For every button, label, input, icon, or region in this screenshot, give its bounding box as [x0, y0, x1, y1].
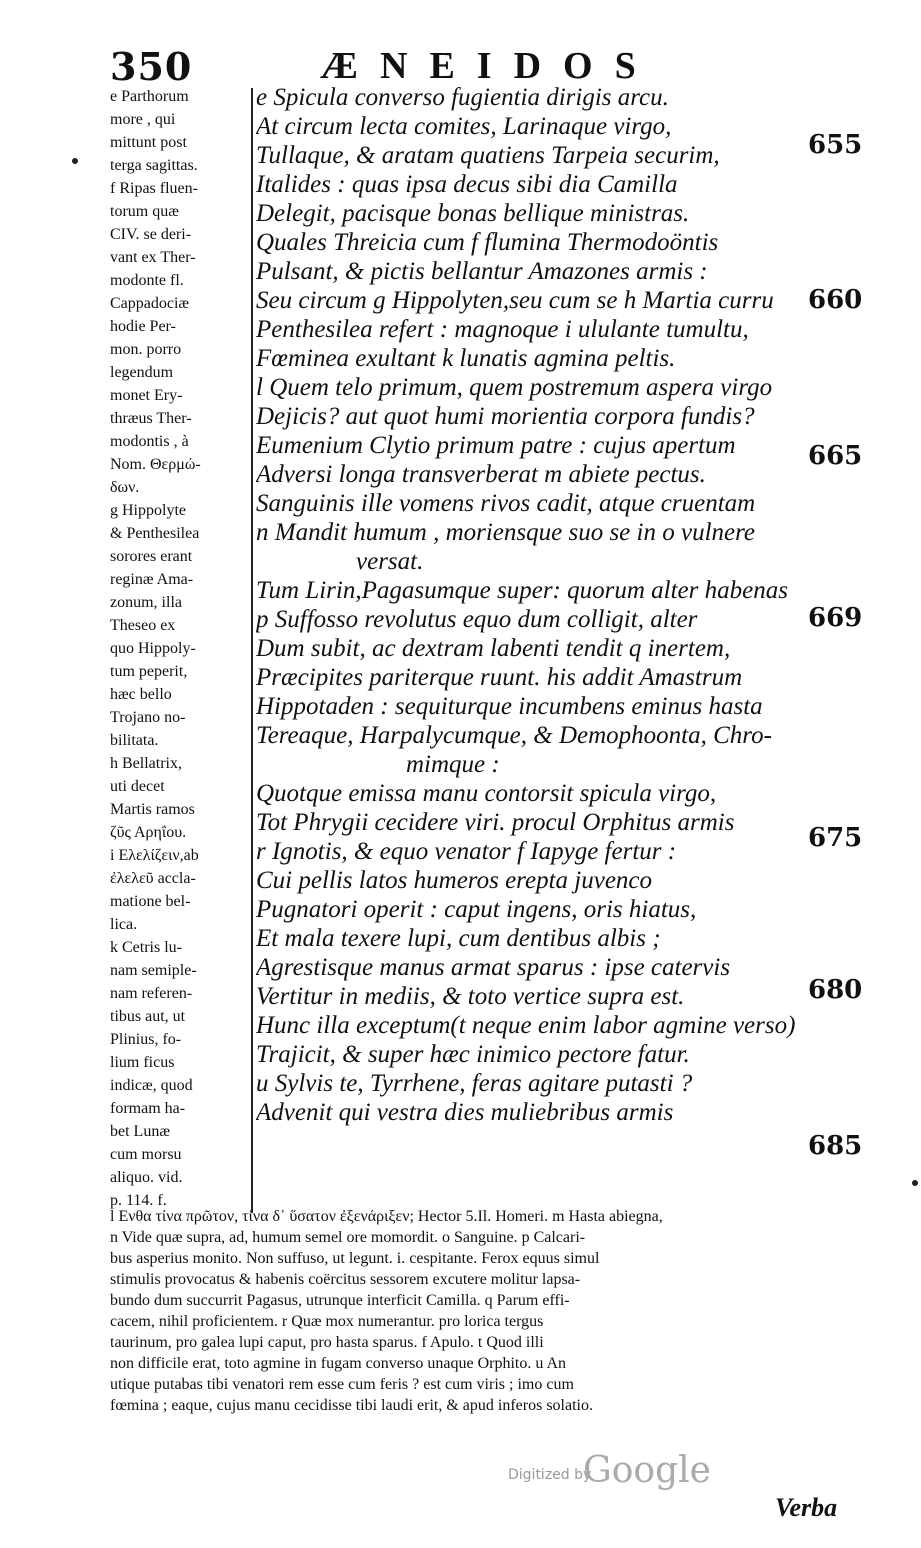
side-note-line: Martis ramos [110, 801, 195, 818]
verse-number-669: 669 [808, 603, 863, 633]
verse-number-665: 665 [808, 441, 863, 471]
margin-speck [72, 158, 78, 164]
verse-line: Quotque emissa manu contorsit spicula virgo, [256, 780, 717, 807]
footnote-line: l Ενθα τίνα πρῶτον, τίνα δ᾽ ὕσατον ἐξενάριξεν; Hector 5.Il. Homeri. m Hasta abiegna, [110, 1208, 663, 1225]
verse-number-675: 675 [808, 823, 863, 853]
side-note-line: tibus aut, ut [110, 1008, 186, 1025]
footnote-line: cacem, nihil proficientem. r Quæ mox numerantur. pro lorica tergus [110, 1313, 544, 1330]
verse-number-680: 680 [808, 975, 863, 1005]
side-note-line: k Cetris lu- [110, 939, 182, 956]
footnote-line: non difficile erat, toto agmine in fugam converso unaque Orphito. u An [110, 1355, 567, 1372]
verse-number-685: 685 [808, 1131, 863, 1161]
verse-line: Seu circum g Hippolyten,seu cum se h Martia curru [256, 287, 774, 314]
verse-line: p Suffosso revolutus equo dum colligit, alter [256, 606, 698, 633]
verse-line: Pulsant, & pictis bellantur Amazones armis : [256, 258, 708, 285]
side-note-line: mon. porro [110, 341, 182, 358]
verse-line: Præcipites pariterque ruunt. his addit Amastrum [256, 664, 743, 691]
side-note-line: Plinius, fo- [110, 1031, 182, 1048]
side-note-line: lica. [110, 916, 138, 933]
footnotes-block [110, 1208, 850, 1418]
side-note-line: uti decet [110, 778, 165, 795]
verse-line: Agrestisque manus armat sparus : ipse catervis [256, 954, 731, 981]
verse-line: Penthesilea refert : magnoque i ululante tumultu, [256, 316, 749, 343]
verse-line: Advenit qui vestra dies muliebribus armis [256, 1099, 674, 1126]
google-watermark: Google [583, 1450, 711, 1491]
side-note-line: Theseo ex [110, 617, 176, 634]
side-note-line: quo Hippoly- [110, 640, 196, 657]
side-note-line: δων. [110, 479, 140, 496]
side-note-line: Nom. Θερμώ- [110, 456, 201, 473]
side-note-line: sorores erant [110, 548, 193, 565]
digitized-by-label: Digitized by [508, 1467, 592, 1483]
verse-line: versat. [356, 548, 424, 575]
margin-speck [912, 1180, 918, 1186]
verse-number-655: 655 [808, 130, 863, 160]
verse-line: Tot Phrygii cecidere viri. procul Orphitus armis [256, 809, 735, 836]
verse-line: Tullaque, & aratam quatiens Tarpeia securim, [256, 142, 720, 169]
footnote-line: utique putabas tibi venatori rem esse cum feris ? est cum viris ; imo cum [110, 1376, 574, 1393]
side-note-line: bilitata. [110, 732, 159, 749]
verse-column [256, 84, 856, 1128]
side-note-line: nam semiple- [110, 962, 197, 979]
verse-line: Delegit, pacisque bonas bellique ministras. [256, 200, 690, 227]
side-note-line: zonum, illa [110, 594, 182, 611]
side-note-line: e Parthorum [110, 88, 189, 105]
side-note-line: legendum [110, 364, 174, 381]
side-note-line: torum quæ [110, 203, 179, 220]
verse-line: Cui pellis latos humeros erepta juvenco [256, 867, 653, 894]
verse-line: Dum subit, ac dextram labenti tendit q inertem, [256, 635, 731, 662]
side-note-line: lium ficus [110, 1054, 175, 1071]
page-number: 350 [110, 44, 193, 89]
verse-line: Dejicis? aut quot humi morientia corpora fundis? [256, 403, 755, 430]
side-note-line: modonte fl. [110, 272, 184, 289]
side-note-line: ἐλελεῦ accla- [110, 870, 196, 887]
side-note-line: CIV. se deri- [110, 226, 192, 243]
footnote-line: bus asperius monito. Non suffuso, ut legunt. i. cespitante. Ferox equus simul [110, 1250, 600, 1267]
footnote-line: fœmina ; eaque, cujus manu cecidisse tibi laudi erit, & apud inferos solatio. [110, 1397, 593, 1414]
side-note-line: p. 114. f. [110, 1192, 167, 1209]
verse-line: e Spicula converso fugientia dirigis arcu. [256, 84, 669, 111]
side-note-line: g Hippolyte [110, 502, 186, 519]
side-note-line: Trojano no- [110, 709, 186, 726]
verse-line: Italides : quas ipsa decus sibi dia Camilla [256, 171, 678, 198]
verse-line: Sanguinis ille vomens rivos cadit, atque cruentam [256, 490, 756, 517]
verse-line: Hippotaden : sequiturque incumbens eminus hasta [256, 693, 763, 720]
side-note-line: hæc bello [110, 686, 172, 703]
side-note-line: Cappadociæ [110, 295, 190, 312]
side-note-line: cum morsu [110, 1146, 182, 1163]
verse-line: Eumenium Clytio primum patre : cujus apertum [256, 432, 736, 459]
side-note-line: formam ha- [110, 1100, 186, 1117]
verse-line: Tum Lirin,Pagasumque super: quorum alter habenas [256, 577, 788, 604]
side-note-line: indicæ, quod [110, 1077, 193, 1094]
verse-line: Trajicit, & super hæc inimico pectore fatur. [256, 1041, 690, 1068]
side-note-line: nam referen- [110, 985, 193, 1002]
verse-line: Fœminea exultant k lunatis agmina peltis. [256, 345, 676, 372]
verse-line: l Quem telo primum, quem postremum aspera virgo [256, 374, 773, 401]
side-note-line: i Ελελίζειν,ab [110, 847, 199, 864]
side-note-line: terga sagittas. [110, 157, 198, 174]
verse-line: Et mala texere lupi, cum dentibus albis ; [256, 925, 661, 952]
side-note-line: monet Ery- [110, 387, 183, 404]
verse-line: At circum lecta comites, Larinaque virgo, [256, 113, 672, 140]
side-note-line: f Ripas fluen- [110, 180, 198, 197]
verse-number-660: 660 [808, 285, 863, 315]
verse-line: r Ignotis, & equo venator f Iapyge fertur : [256, 838, 677, 865]
running-head: ÆNEIDOS [320, 45, 658, 87]
side-note-line: thræus Ther- [110, 410, 192, 427]
side-note-line: aliquo. vid. [110, 1169, 183, 1186]
footnote-line: bundo dum succurrit Pagasus, utrunque interficit Camilla. q Parum effi- [110, 1292, 570, 1309]
verse-line: mimque : [406, 751, 500, 778]
side-note-line: vant ex Ther- [110, 249, 196, 266]
footnote-line: n Vide quæ supra, ad, humum semel ore momordit. o Sanguine. p Calcari- [110, 1229, 586, 1246]
side-note-line: matione bel- [110, 893, 191, 910]
verse-line: n Mandit humum , moriensque suo se in o vulnere [256, 519, 756, 546]
verse-line: Adversi longa transverberat m abiete pectus. [256, 461, 706, 488]
catchword: Verba [775, 1493, 838, 1522]
column-rule [251, 88, 253, 1213]
verse-line: Pugnatori operit : caput ingens, oris hiatus, [256, 896, 697, 923]
side-note-line: more , qui [110, 111, 176, 128]
side-notes-column [110, 88, 248, 1215]
side-note-line: modontis , à [110, 433, 189, 450]
side-note-line: hodie Per- [110, 318, 176, 335]
footnote-line: taurinum, pro galea lupi caput, pro hasta sparus. f Apulo. t Quod illi [110, 1334, 544, 1351]
footnote-line: stimulis provocatus & habenis coërcitus sessorem excutere molitur lapsa- [110, 1271, 581, 1288]
side-note-line: h Bellatrix, [110, 755, 182, 772]
side-note-line: ζῦς Αρηΐου. [110, 824, 187, 841]
verse-line: Quales Threicia cum f flumina Thermodoöntis [256, 229, 719, 256]
side-note-line: mittunt post [110, 134, 187, 151]
verse-line: Vertitur in mediis, & toto vertice supra est. [256, 983, 685, 1010]
verse-line: Tereaque, Harpalycumque, & Demophoonta, Chro- [256, 722, 772, 749]
side-note-line: & Penthesilea [110, 525, 200, 542]
side-note-line: bet Lunæ [110, 1123, 170, 1140]
verse-line: Hunc illa exceptum(t neque enim labor agmine verso) [256, 1012, 796, 1039]
side-note-line: tum peperit, [110, 663, 188, 680]
side-note-line: reginæ Ama- [110, 571, 194, 588]
verse-line: u Sylvis te, Tyrrhene, feras agitare putasti ? [256, 1070, 693, 1097]
